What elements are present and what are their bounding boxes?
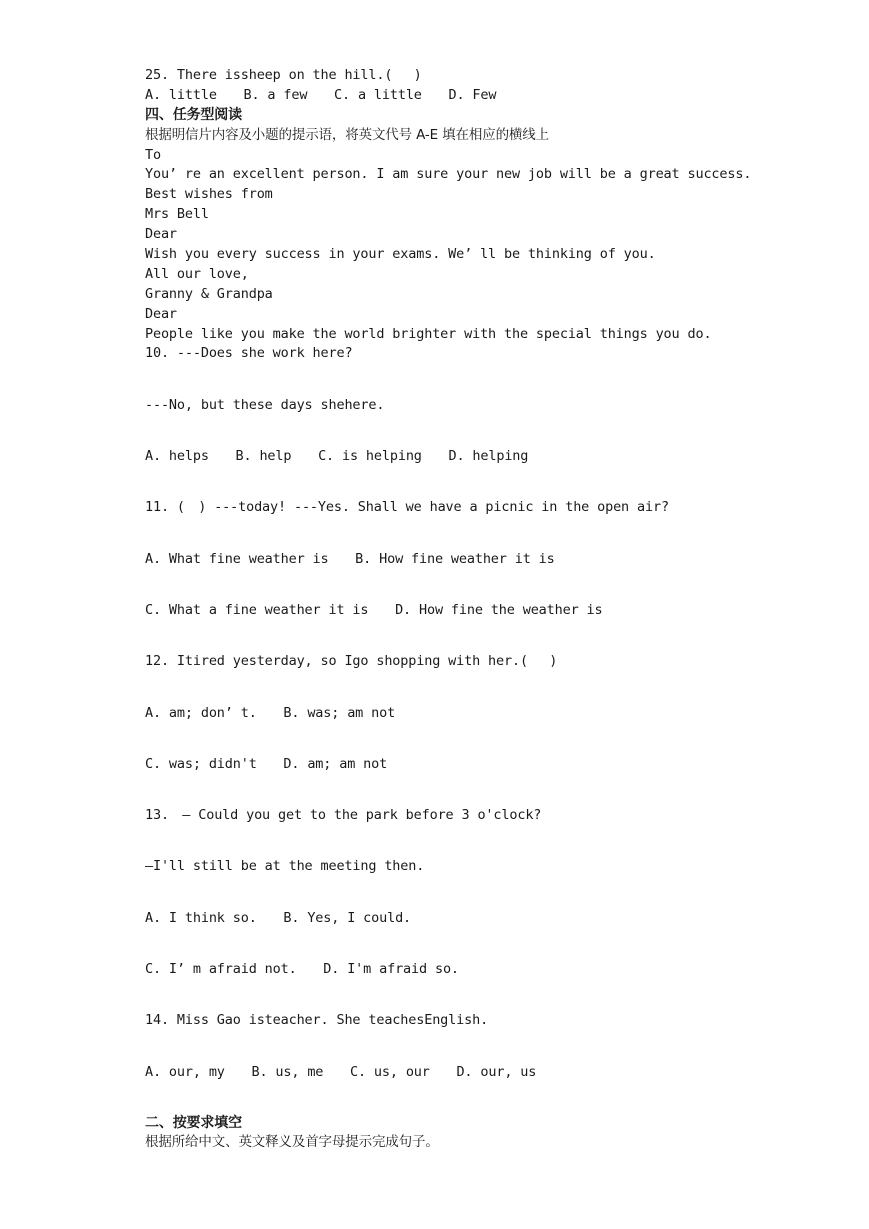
card-2-signature: Granny & Grandpa: [145, 285, 273, 302]
card-1-to: To: [145, 146, 161, 163]
card-3-message: People like you make the world brighter with the special things you do.: [145, 325, 712, 342]
section-4-instruction: 根据明信片内容及小题的提示语，将英文代号 A-E 填在相应的横线上: [145, 126, 549, 143]
question-25-stem: 25. There issheep on the hill.( ): [145, 67, 422, 83]
card-3-dear: Dear: [145, 305, 177, 322]
question-10-stem: 10. ---Does she work here?: [145, 345, 353, 362]
question-13-options-cd: C. I’ m afraid not. D. I'm afraid so.: [145, 961, 459, 978]
question-13-options-ab: A. I think so. B. Yes, I could.: [145, 909, 412, 926]
card-1-message: You’ re an excellent person. I am sure your new job will be a great success.: [145, 166, 752, 183]
section-4-heading: 四、任务型阅读: [145, 106, 242, 123]
question-12-options-cd: C. was; didn't D. am; am not: [145, 755, 388, 772]
question-25-options: A. little B. a few C. a little D. Few: [145, 86, 497, 103]
question-11-options-ab: A. What fine weather is B. How fine weather it is: [145, 550, 555, 567]
question-13-reply: —I'll still be at the meeting then.: [145, 858, 425, 875]
document-page: [145, 66, 845, 1153]
question-13-stem: 13. — Could you get to the park before 3 o'clock?: [145, 807, 542, 824]
question-11-options-cd: C. What a fine weather it is D. How fine the weather is: [145, 601, 603, 618]
question-10-options: A. helps B. help C. is helping D. helping: [145, 448, 529, 465]
question-10-reply: ---No, but these days shehere.: [145, 396, 385, 413]
question-12-options-ab: A. am; don’ t. B. was; am not: [145, 704, 396, 721]
card-2-message: Wish you every success in your exams. We’ ll be thinking of you.: [145, 246, 656, 263]
section-2-instruction: 根据所给中文、英文释义及首字母提示完成句子。: [145, 1134, 439, 1151]
card-2-dear: Dear: [145, 226, 177, 243]
card-1-closing: Best wishes from: [145, 186, 273, 203]
question-12-stem: 12. Itired yesterday, so Igo shopping with her.( ): [145, 653, 558, 670]
question-14-options: A. our, my B. us, me C. us, our D. our, us: [145, 1063, 537, 1080]
question-14-stem: 14. Miss Gao isteacher. She teachesEnglish.: [145, 1012, 489, 1029]
question-11-stem: 11. ( ) ---today! ---Yes. Shall we have a picnic in the open air?: [145, 499, 669, 516]
card-1-signature: Mrs Bell: [145, 206, 209, 223]
card-2-closing: All our love,: [145, 265, 249, 282]
section-2-heading: 二、按要求填空: [145, 1114, 242, 1131]
